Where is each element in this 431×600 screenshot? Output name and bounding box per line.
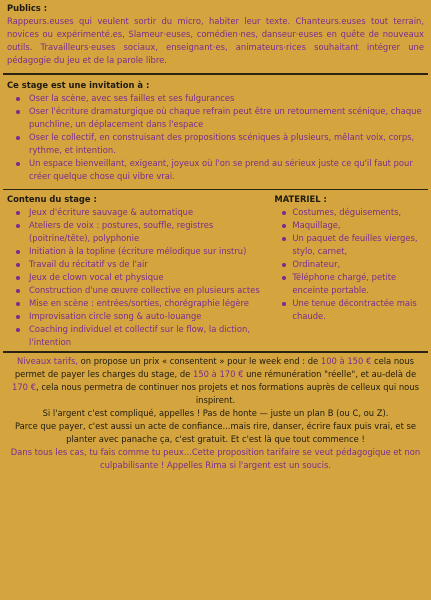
bullet-icon [16, 162, 20, 166]
list-item: Ordinateur, [274, 258, 424, 271]
publics-body: Rappeurs.euses qui veulent sortir du micro, habiter leur texte. Chanteurs.euses tout terrain, novices ou expérimenté.es, Slameur·euses, comédien·nes, danseur·euses en quête de nouveaux outils. Travailleurs·euses sociaux, enseignant·es, animateurs·rices souhaitant intégrer une pédagogie du jeu et de la parole libre. [7, 16, 424, 66]
materiel-list [274, 206, 424, 323]
content-columns [0, 190, 431, 349]
bullet-icon [16, 263, 20, 267]
bullet-icon [16, 97, 20, 101]
bullet-icon [16, 315, 20, 319]
invitation-list [7, 92, 424, 183]
materiel-column [274, 193, 424, 349]
list-item: Oser le collectif, en construisant des propositions scéniques à plusieurs, mêlant voix, corps, rythme, et intention. [7, 131, 424, 157]
contenu-list [7, 206, 274, 349]
list-item: Improvisation circle song & auto-louange [7, 310, 274, 323]
tarifs-paragraph-3: Parce que payer, c'est aussi un acte de confiance...mais rire, danser, écrire faux puis vrai, et se planter avec panache ça, c'est gratuit. Et c'est là que tout commence ! [14, 420, 417, 444]
bullet-icon [16, 302, 20, 306]
list-item: Coaching individuel et collectif sur le flow, la diction, l'intention [7, 323, 274, 349]
tarifs-section [0, 353, 431, 472]
invitation-heading: Ce stage est une invitation à : [7, 79, 150, 90]
bullet-icon [282, 263, 286, 267]
list-item: Initiation à la topline (écriture mélodique sur instru) [7, 245, 274, 258]
bullet-icon [16, 250, 20, 254]
bullet-icon [282, 224, 286, 228]
list-item: Un paquet de feuilles vierges, stylo, carnet, [274, 232, 424, 258]
list-item: Ateliers de voix : postures, souffle, registres (poitrine/tête), polyphonie [7, 219, 274, 245]
list-item: Une tenue décontractée mais chaude. [274, 297, 424, 323]
list-item: Maquillage, [274, 219, 424, 232]
bullet-icon [282, 276, 286, 280]
bullet-icon [282, 302, 286, 306]
bullet-icon [16, 110, 20, 114]
publics-heading: Publics : [7, 3, 48, 13]
list-item: Un espace bienveillant, exigeant, joyeux où l'on se prend au sérieux juste ce qu'il faut pour créer quelque chose qui vibre vrai. [7, 157, 424, 183]
publics-section [0, 0, 431, 67]
list-item: Oser l'écriture dramaturgique où chaque refrain peut être un retournement scénique, chaque punchline, un déplacement dans l'espace [7, 105, 424, 131]
list-item: Construction d'une œuvre collective en plusieurs actes [7, 284, 274, 297]
list-item: Oser la scène, avec ses failles et ses fulgurances [7, 92, 424, 105]
bullet-icon [16, 224, 20, 228]
list-item: Costumes, déguisements, [274, 206, 424, 219]
tarifs-paragraph-1: Niveaux tarifs, on propose un prix « consentent » pour le week end : de 100 à 150 € cela nous permet de payer les charges du stage, de 150 à 170 € une rémunération "réelle", et au-delà de 170 €, cela nous permetra de continuer nos projets et nos formations auprès de celleux qui nous inspirent. [12, 355, 419, 405]
bullet-icon [282, 237, 286, 241]
list-item: Jeux d'écriture sauvage & automatique [7, 206, 274, 219]
contenu-heading: Contenu du stage : [7, 194, 97, 205]
bullet-icon [16, 289, 20, 293]
list-item: Jeux de clown vocal et physique [7, 271, 274, 284]
list-item: Travail du récitatif vs de l'air [7, 258, 274, 271]
bullet-icon [282, 211, 286, 215]
contenu-column [7, 193, 274, 349]
invitation-section [0, 75, 431, 183]
bullet-icon [16, 328, 20, 332]
list-item: Téléphone chargé, petite enceinte portable. [274, 271, 424, 297]
tarifs-paragraph-2: Si l'argent c'est compliqué, appelles ! Pas de honte — juste un plan B (ou C, ou Z). [42, 407, 389, 418]
list-item: Mise en scène : entrées/sorties, chorégraphie légère [7, 297, 274, 310]
tarifs-paragraph-4: Dans tous les cas, tu fais comme tu peux...Cette proposition tarifaire se veut pédagogique et non culpabilisante ! Appelles Rima si l'argent est un soucis. [10, 447, 421, 471]
materiel-heading: MATERIEL : [274, 194, 327, 205]
bullet-icon [16, 136, 20, 140]
bullet-icon [16, 211, 20, 215]
bullet-icon [16, 276, 20, 280]
